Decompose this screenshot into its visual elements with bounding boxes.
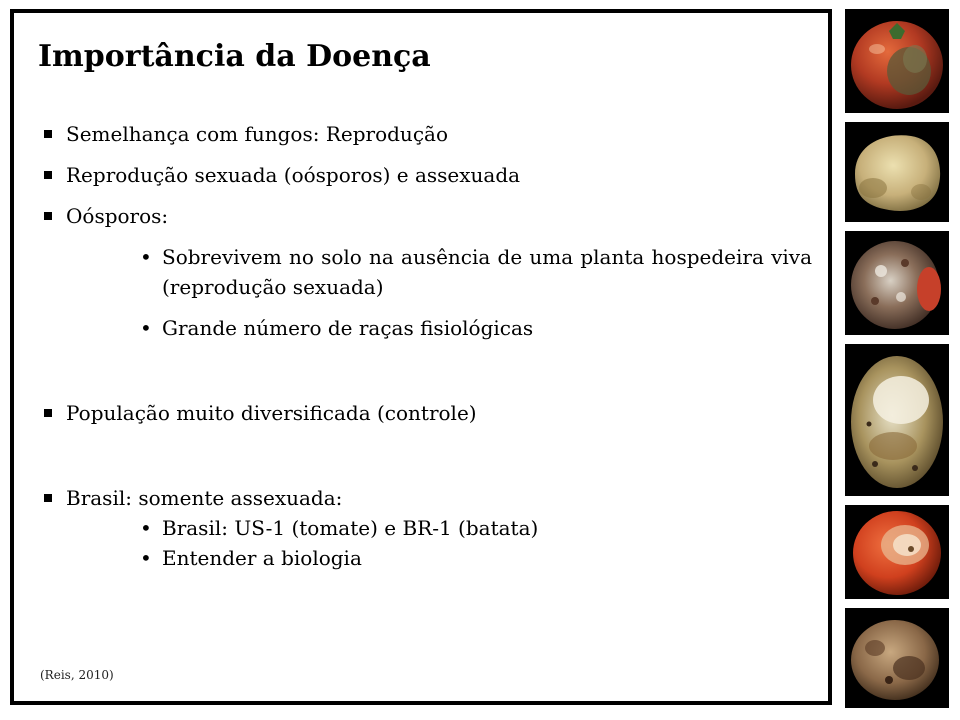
bullet-text: População muito diversificada (controle)	[66, 401, 477, 425]
square-bullet-icon	[44, 409, 52, 417]
slide-content	[42, 119, 812, 573]
sub-bullet-item	[42, 242, 812, 302]
slide-frame	[10, 9, 832, 705]
square-bullet-icon	[44, 212, 52, 220]
round-bullet-icon: •	[140, 245, 152, 269]
square-bullet-icon	[44, 171, 52, 179]
potato-slice-photo	[845, 122, 949, 222]
bullet-item	[42, 398, 812, 428]
bullet-item	[42, 119, 812, 149]
sub-bullet-text: Grande número de raças fisiológicas	[162, 316, 534, 340]
tomato-lesion-photo	[845, 505, 949, 599]
bullet-text: Brasil: somente assexuada:	[66, 486, 343, 510]
sub-bullet-text: Brasil: US-1 (tomate) e BR-1 (batata)	[162, 516, 539, 540]
infected-potato-photo	[845, 344, 949, 496]
bullet-item	[42, 201, 812, 231]
round-bullet-icon: •	[140, 316, 152, 340]
sub-bullet-item	[42, 313, 812, 343]
bullet-text: Reprodução sexuada (oósporos) e assexuada	[66, 163, 521, 187]
bullet-item	[42, 483, 812, 513]
square-bullet-icon	[44, 494, 52, 502]
round-bullet-icon: •	[140, 516, 152, 540]
tomato-late-blight-photo	[845, 9, 949, 113]
rotten-tomato-photo	[845, 231, 949, 335]
square-bullet-icon	[44, 130, 52, 138]
blighted-potato-photo	[845, 608, 949, 708]
sub-bullet-item	[42, 513, 812, 543]
round-bullet-icon: •	[140, 546, 152, 570]
photo-strip	[845, 9, 951, 709]
bullet-text: Oósporos:	[66, 204, 169, 228]
bullet-item	[42, 160, 812, 190]
sub-bullet-text: Sobrevivem no solo na ausência de uma planta hospedeira viva (reprodução sexuada)	[162, 245, 812, 299]
slide-title: Importância da Doença	[38, 39, 431, 74]
bullet-text: Semelhança com fungos: Reprodução	[66, 122, 448, 146]
sub-bullet-item	[42, 543, 812, 573]
sub-bullet-text: Entender a biologia	[162, 546, 362, 570]
citation: (Reis, 2010)	[40, 668, 114, 682]
